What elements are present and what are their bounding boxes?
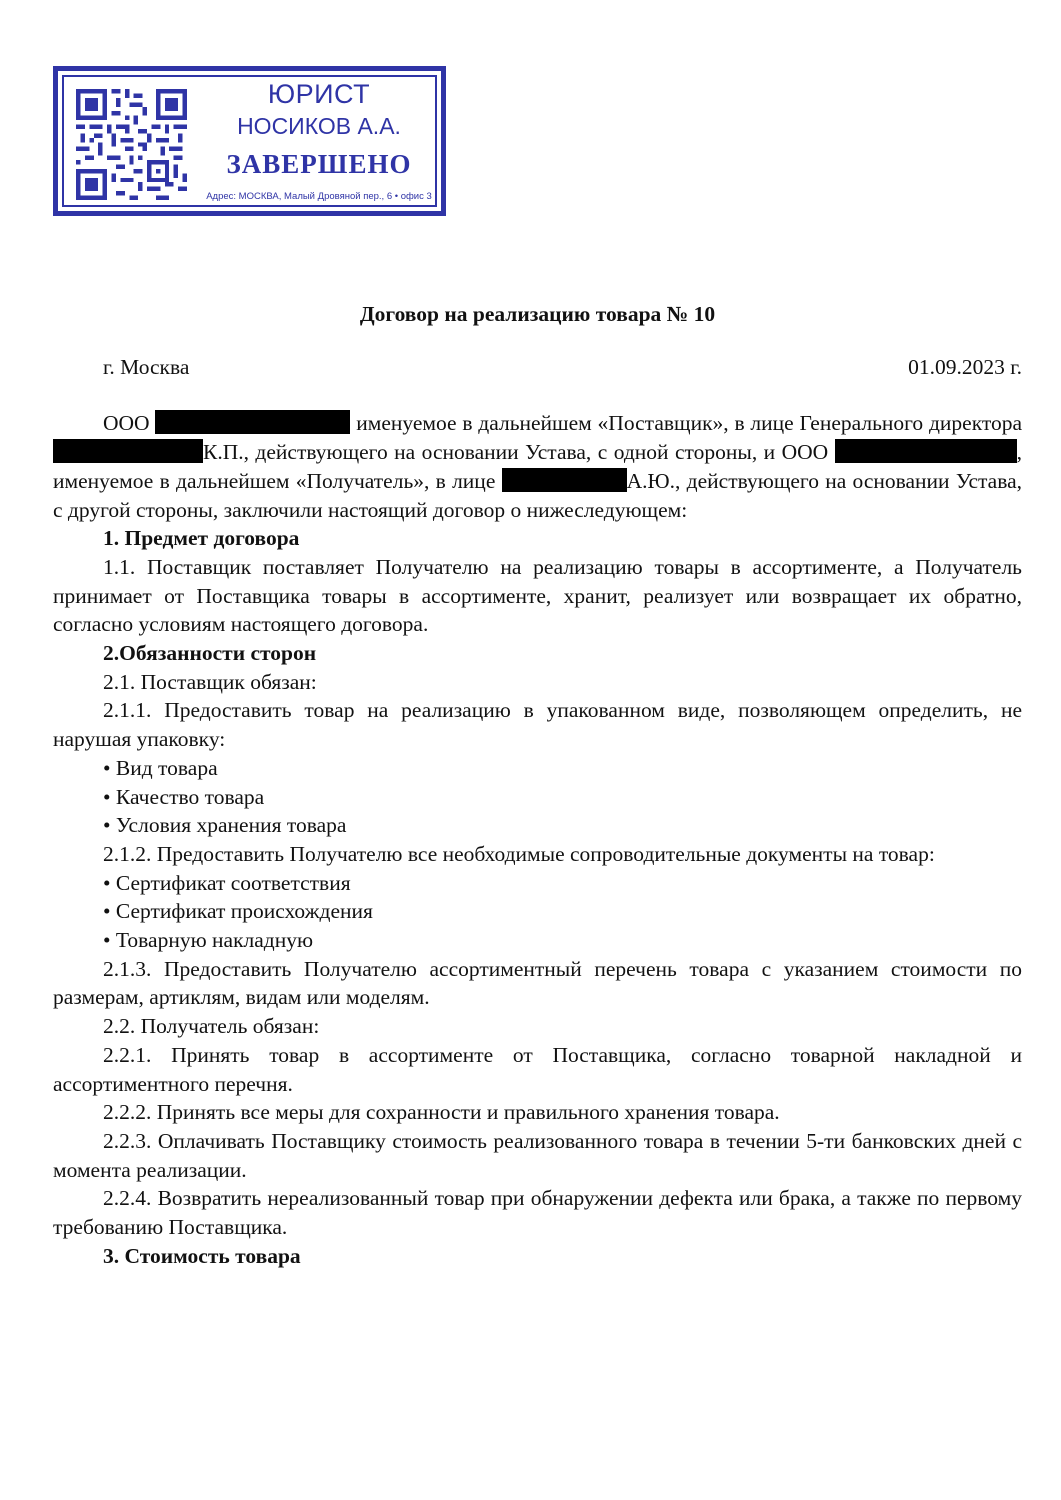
section-3-heading: 3. Стоимость товара xyxy=(103,1243,301,1268)
redaction-director-name xyxy=(53,439,203,463)
qr-code-icon xyxy=(76,89,187,200)
clause-2-1-2: 2.1.2. Предоставить Получателю все необходимые сопроводительные документы на товар: xyxy=(103,841,935,866)
intro-closing-text: А.Ю., действующего на основании Устава, с другой стороны, заключили настоящий договор о нижеследующем: xyxy=(53,468,1022,522)
list-item: • Качество товара xyxy=(103,784,265,809)
clause-2-2-4: 2.2.4. Возвратить нереализованный товар при обнаружении дефекта или брака, а также по первому требованию Поставщика. xyxy=(53,1186,1022,1240)
clause-1-1: 1.1. Поставщик поставляет Получателю на реализацию товары в ассортименте, а Получатель принимает от Поставщика товары в ассортименте, хранит, реализует или возвращает их обратно, согласно условиям настоящего договора. xyxy=(53,554,1022,637)
stamp-status: ЗАВЕРШЕНО xyxy=(226,149,412,179)
stamp-title: ЮРИСТ xyxy=(267,79,371,109)
intro-recipient-text: , именуемое в дальнейшем «Получатель», в лице xyxy=(53,440,1023,493)
clause-2-1-3: 2.1.3. Предоставить Получателю ассортиментный перечень товара с указанием стоимости по размерам, артиклям, видам или моделям. xyxy=(53,956,1022,1010)
intro-supplier-text: именуемое в дальнейшем «Поставщик», в лице Генерального директора xyxy=(356,411,1023,436)
date: 01.09.2023 г. xyxy=(908,354,1022,379)
list-item: • Товарную накладную xyxy=(103,928,314,953)
list-item: • Сертификат соответствия xyxy=(103,870,351,895)
list-item: • Сертификат происхождения xyxy=(103,899,373,924)
document-title: Договор на реализацию товара № 10 xyxy=(359,302,716,326)
stamp-name: НОСИКОВ А.А. xyxy=(237,113,401,139)
clause-2-1-1: 2.1.1. Предоставить товар на реализацию в упакованном виде, позволяющем определить, не нарушая упаковку: xyxy=(53,698,1022,752)
intro-ooo: ООО xyxy=(103,411,150,436)
clause-2-2: 2.2. Получатель обязан: xyxy=(103,1014,320,1039)
city: г. Москва xyxy=(103,354,190,379)
city-date-row xyxy=(53,353,1022,382)
intro-paragraph xyxy=(53,409,1022,524)
clause-2-2-2: 2.2.2. Принять все меры для сохранности и правильного хранения товара. xyxy=(103,1100,780,1125)
contract-document xyxy=(53,300,1022,1271)
stamp-inner-border xyxy=(62,75,437,207)
intro-director-text: К.П., действующего на основании Устава, с одной стороны, и ООО xyxy=(203,440,829,465)
redaction-recipient-rep xyxy=(502,468,627,492)
list-item: • Вид товара xyxy=(103,755,218,780)
clause-2-1: 2.1. Поставщик обязан: xyxy=(103,669,317,694)
list-item: • Условия хранения товара xyxy=(103,813,347,838)
clause-2-2-1: 2.2.1. Принять товар в ассортименте от Поставщика, согласно товарной накладной и ассортиментного перечня. xyxy=(53,1042,1022,1096)
clause-2-2-3: 2.2.3. Оплачивать Поставщику стоимость реализованного товара в течении 5-ти банковских дней с момента реализации. xyxy=(53,1128,1022,1182)
stamp-address: Адрес: МОСКВА, Малый Дровяной пер., 6 • офис 3 xyxy=(206,191,432,202)
redaction-recipient-name xyxy=(835,439,1017,463)
section-1-heading: 1. Предмет договора xyxy=(103,526,300,551)
redaction-supplier-name xyxy=(155,410,350,434)
lawyer-stamp xyxy=(53,66,446,216)
section-2-heading: 2.Обязанности сторон xyxy=(103,641,317,666)
